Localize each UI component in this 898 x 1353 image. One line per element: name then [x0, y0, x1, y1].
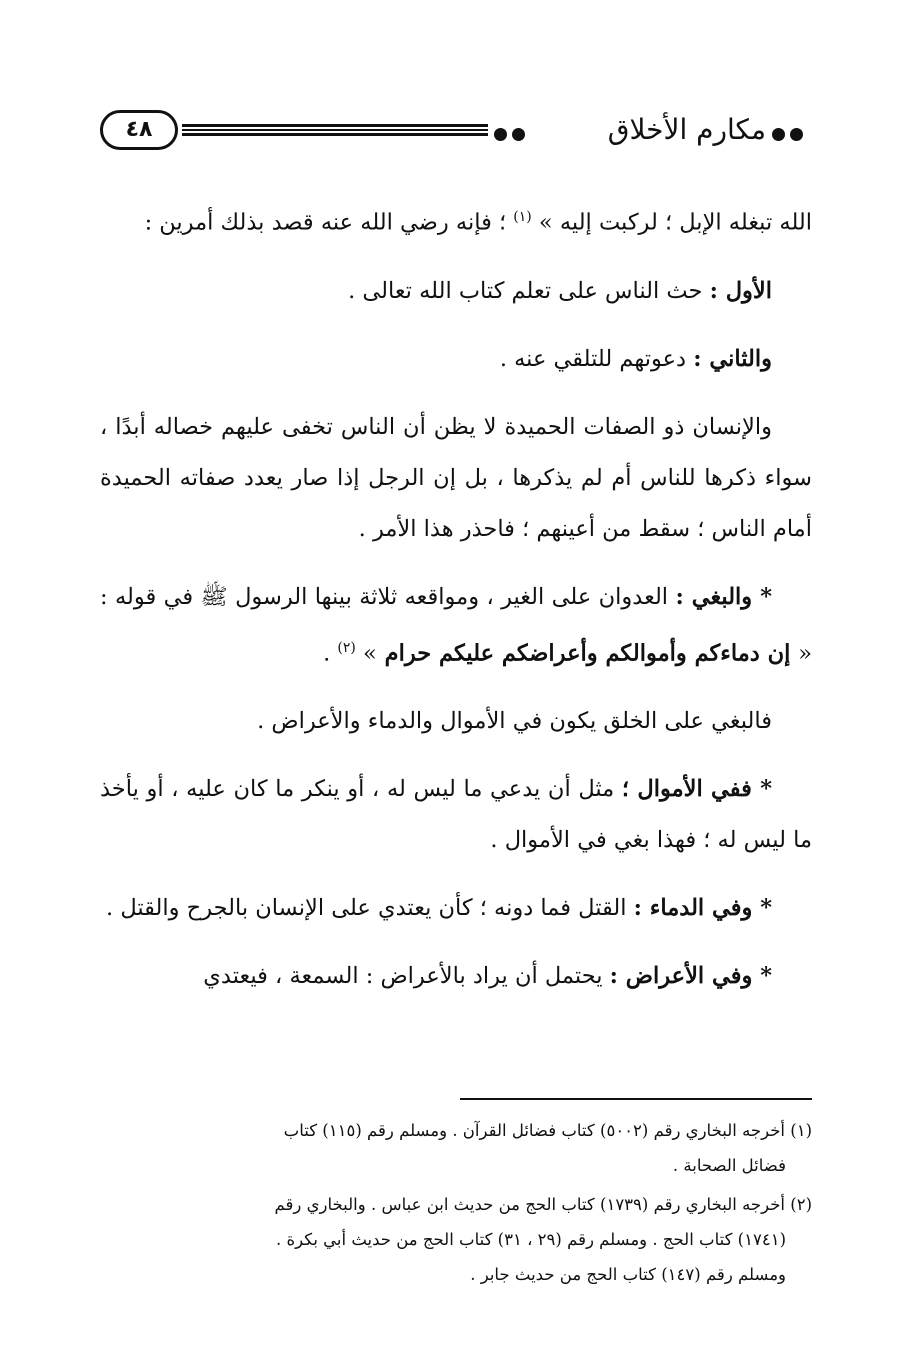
paragraph: فالبغي على الخلق يكون في الأموال والدماء والأعراض . [257, 708, 772, 734]
dima-label: * وفي الدماء : [633, 895, 772, 921]
first-label: الأول : [709, 277, 772, 304]
second-label: والثاني : [693, 345, 772, 372]
hadith-text: إن دماءكم وأموالكم وأعراضكم عليكم حرام [376, 640, 799, 666]
page-number: ٤٨ [100, 110, 178, 150]
paragraph-aarad: * وفي الأعراض : يحتمل أن يراد بالأعراض : السمعة ، فيعتدي [203, 963, 772, 989]
footnote-ref[interactable]: (٢) [337, 639, 356, 656]
amwal-label: * ففي الأموال ؛ [621, 776, 773, 802]
paragraph: الله تبغله الإبل ؛ لركبت إليه » $^{(١)}$ ؛ فإنه رضي الله عنه قصد بذلك أمرين : [144, 209, 812, 236]
paragraph-baghy: * والبغي : العدوان على الغير ، ومواقعه ثلاثة بينها الرسول ﷺ في قوله : « إن دماءكم وأموالكم وأعراضكم عليكم حرام » $^{(٢)}$ . [100, 583, 812, 666]
ornament-dot-icon [494, 128, 507, 141]
book-title: مكارم الأخلاق [607, 113, 766, 146]
footnote-2: (٢) أخرجه البخاري رقم (١٧٣٩) كتاب الحج من حديث ابن عباس . والبخاري رقم (١٧٤١) كتاب الحج . ومسلم رقم (٢٩ ، ٣١) كتاب الحج من حديث أبي بكرة . ومسلم رقم (١٤٧) كتاب الحج من حديث جابر . [274, 1195, 812, 1284]
paragraph-second: والثاني : دعوتهم للتلقي عنه . [499, 345, 772, 372]
footnote-1: (١) أخرجه البخاري رقم (٥٠٠٢) كتاب فضائل القرآن . ومسلم رقم (١١٥) كتاب فضائل الصحابة . [283, 1121, 812, 1175]
header-rule [182, 124, 488, 138]
footnote-separator [460, 1098, 812, 1100]
paragraph-amwal: * ففي الأموال ؛ مثل أن يدعي ما ليس له ، أو ينكر ما كان عليه ، أو يأخذ ما ليس له ؛ فهذا بغي في الأموال . [100, 776, 812, 853]
paragraph-dima: * وفي الدماء : القتل فما دونه ؛ كأن يعتدي على الإنسان بالجرح والقتل . [106, 895, 772, 921]
ornament-dot-icon [512, 128, 525, 141]
aarad-label: * وفي الأعراض : [609, 963, 772, 989]
footnotes [100, 1113, 812, 1292]
page-header [100, 108, 810, 156]
ornament-dot-icon [772, 128, 785, 141]
paragraph-first: الأول : حث الناس على تعلم كتاب الله تعالى . [348, 277, 772, 304]
footnote-ref[interactable]: (١) [513, 209, 532, 225]
baghy-label: * والبغي : [675, 583, 772, 610]
page-body [100, 192, 812, 1002]
paragraph: والإنسان ذو الصفات الحميدة لا يظن أن الناس تخفى عليهم خصاله أبدًا ، سواء ذكرها للناس أم لم يذكرها ، بل إن الرجل إذا صار يعدد صفاته الحميدة أمام الناس ؛ سقط من أعينهم ؛ فاحذر هذا الأمر . [100, 413, 812, 542]
ornament-dot-icon [790, 128, 803, 141]
